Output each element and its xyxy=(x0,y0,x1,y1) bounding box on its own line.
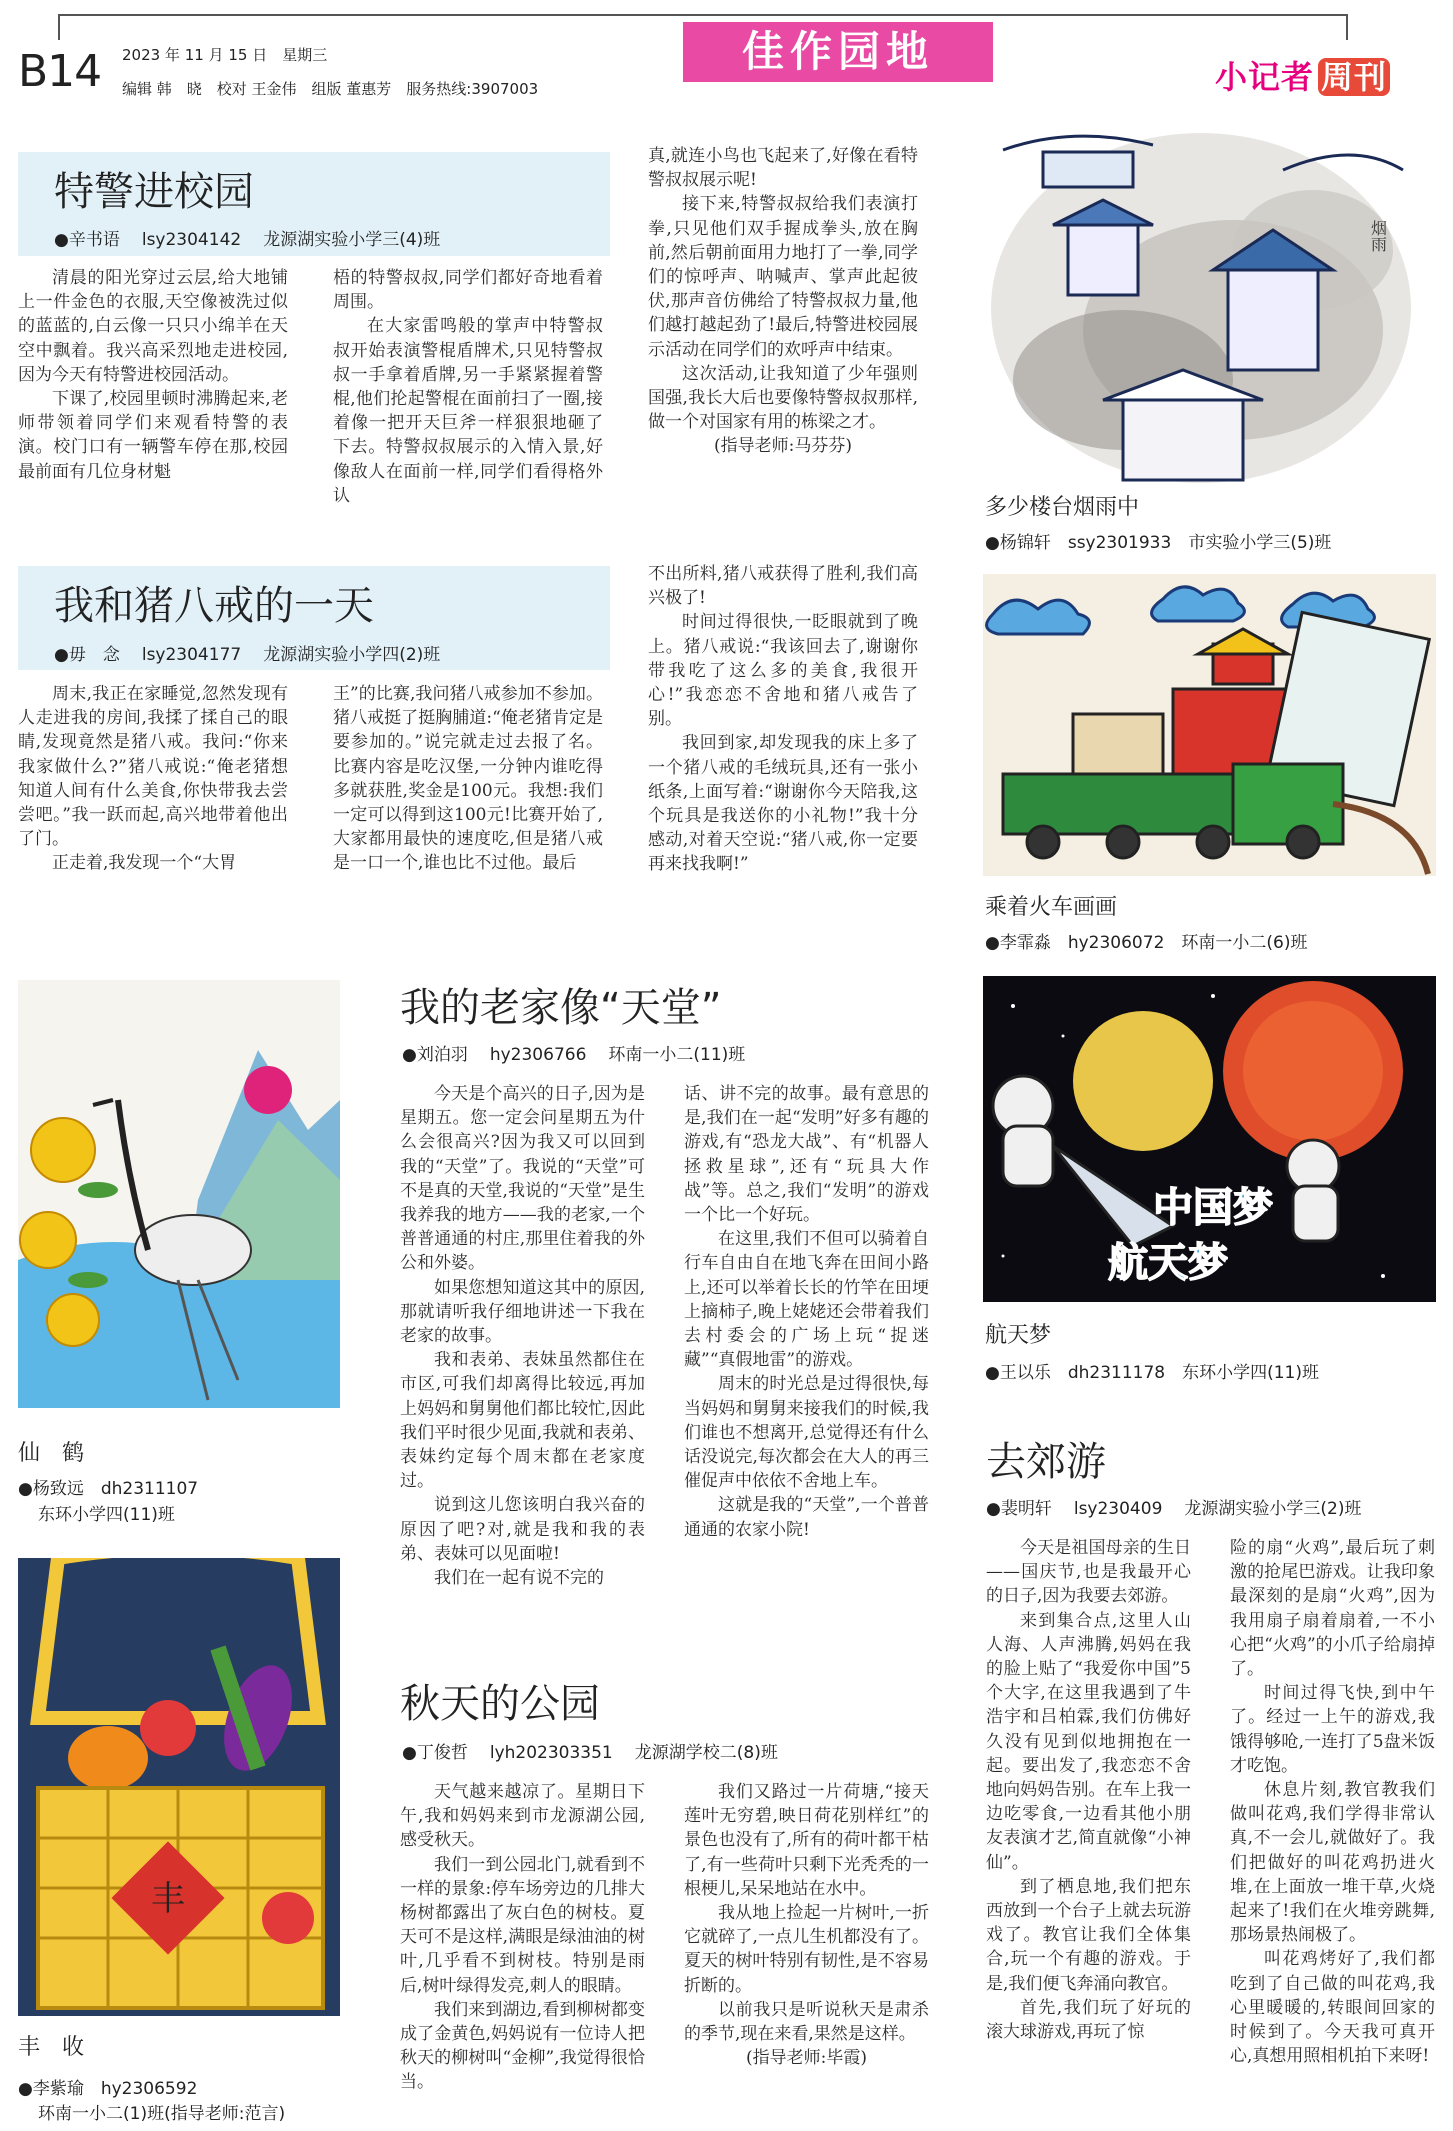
paragraph: 首先,我们玩了好玩的滚大球游戏,再玩了惊 xyxy=(986,1997,1191,2043)
byline-school: 龙源湖实验小学三(4)班 xyxy=(263,230,441,250)
byline-id: lsy230409 xyxy=(1073,1499,1163,1519)
artwork-byline: ●杨致远 dh2311107 xyxy=(18,1479,199,1499)
byline-id: hy2306766 xyxy=(489,1045,587,1065)
article-column xyxy=(400,1082,645,1590)
paragraph: 我们在一起有说不完的 xyxy=(434,1568,604,1589)
paragraph: 下课了,校园里顿时沸腾起来,老师带领着同学们来观看特警的表演。校门口有一辆警车停在那,校园最前面有几位身材魁 xyxy=(18,389,288,482)
artwork-byline: ●李紫瑜 hy2306592 xyxy=(18,2079,198,2099)
paragraph: 周末,我正在家睡觉,忽然发现有人走进我的房间,我揉了揉自己的眼睛,发现竟然是猪八戒。我问:“你来我家做什么?”猪八戒说:“俺老猪想知道人间有什么美食,你快带我去尝尝吧。”我一跃而起,高兴地带着他出了门。 xyxy=(18,684,288,850)
paragraph: 周末的时光总是过得很快,每当妈妈和舅舅来接我们的时候,我们谁也不想离开,总觉得还有什么话没说完,每次都会在大人的再三催促声中依依不舍地上车。 xyxy=(684,1374,929,1492)
byline-id: lsy2304142 xyxy=(141,230,242,250)
artwork-title: 航天梦 xyxy=(985,1323,1052,1348)
artwork-fengshou xyxy=(18,1558,340,2016)
article-column xyxy=(18,266,288,484)
byline-author: ●辛书语 xyxy=(54,230,120,250)
byline-id: lyh202303351 xyxy=(489,1743,613,1763)
article-column xyxy=(18,682,288,876)
masthead-logo xyxy=(1215,52,1435,96)
paragraph: 如果您想知道这其中的原因,那就请听我仔细地讲述一下我在老家的故事。 xyxy=(400,1277,645,1347)
article-title: 我和猪八戒的一天 xyxy=(54,583,374,629)
paragraph: 在大家雷鸣般的掌声中特警叔叔开始表演警棍盾牌术,只见特警叔叔一手拿着盾牌,另一手紧紧握着警棍,他们抡起警棍在面前扫了一圈,接着像一把开天巨斧一样狠狠地砸了下去。特警叔叔展示的入情入景,好像敌人在面前一样,同学们看得格外认 xyxy=(333,316,603,506)
article-title: 秋天的公园 xyxy=(400,1681,600,1727)
paragraph: 时间过得很快,一眨眼就到了晚上。猪八戒说:“我该回去了,谢谢你带我吃了这么多的美食,我很开心!”我恋恋不舍地和猪八戒告了别。 xyxy=(648,612,918,730)
article-column xyxy=(684,1780,929,2070)
paragraph: 今天是个高兴的日子,因为是星期五。您一定会问星期五为什么会很高兴?因为我又可以回到我的“天堂”了。我说的“天堂”可不是真的天堂,我说的“天堂”是生我养我的地方——我的老家,一个普普通通的村庄,那里住着我的外公和外婆。 xyxy=(400,1084,645,1274)
paragraph: 到了栖息地,我们把东西放到一个台子上就去玩游戏了。教官让我们全体集合,玩一个有趣的游戏。于是,我们便飞奔涌向教官。 xyxy=(986,1876,1191,1994)
svg-text:丰: 丰 xyxy=(151,1879,185,1919)
paragraph: 天气越来越凉了。星期日下午,我和妈妈来到市龙源湖公园,感受秋天。 xyxy=(400,1782,645,1851)
article-title: 去郊游 xyxy=(986,1439,1106,1485)
paragraph: 我们来到湖边,看到柳树都变成了金黄色,妈妈说有一位诗人把秋天的柳树叫“金柳”,我觉得很恰当。 xyxy=(400,1999,645,2093)
artwork-inner-text: 中国梦 xyxy=(1153,1185,1273,1231)
paragraph: 来到集合点,这里人山人海、人声沸腾,妈妈在我的脸上贴了“我爱你中国”5个大字,在这里我遇到了牛浩宇和吕柏霖,我们仿佛好久没有见到似地拥抱在一起。要出发了,我恋恋不舍地向妈妈告别。在车上我一边吃零食,一边看其他小朋友表演才艺,简直就像“小神仙”。 xyxy=(986,1610,1191,1873)
paragraph: 我们一到公园北门,就看到不一样的景象:停车场旁边的几排大杨树都露出了灰白色的树枝。夏天可不是这样,满眼是绿油油的树叶,几乎看不到树枝。特别是雨后,树叶绿得发亮,刺人的眼睛。 xyxy=(400,1854,645,1996)
paragraph: 王”的比赛,我问猪八戒参加不参加。猪八戒挺了挺胸脯道:“俺老猪肯定是要参加的。”说完就走过去报了名。比赛内容是吃汉堡,一分钟内谁吃得多就获胜,奖金是100元。我想:我们一定可以得到这100元!比赛开始了,大家都用最快的速度吃,但是猪八戒是一口一个,谁也比不过他。最后 xyxy=(333,684,603,874)
paragraph: 我和表弟、表妹虽然都住在市区,可我们却离得比较远,再加上妈妈和舅舅他们都比较忙,因此我们平时很少见面,我就和表弟、表妹约定每个周末都在老家度过。 xyxy=(400,1350,645,1492)
article-column xyxy=(684,1082,929,1542)
paragraph: 我回到家,却发现我的床上多了一个猪八戒的毛绒玩具,还有一张小纸条,上面写着:“谢谢你今天陪我,这个玩具是我送你的小礼物!”我十分感动,对着天空说:“猪八戒,你一定要再来找我啊!” xyxy=(648,733,918,875)
byline-school: 龙源湖实验小学四(2)班 xyxy=(263,645,441,665)
paragraph: 时间过得飞快,到中午了。经过一上午的游戏,我饿得够呛,一连打了5盘米饭才吃饱。 xyxy=(1230,1683,1435,1776)
artwork-byline: ●王以乐 dh2311178 东环小学四(11)班 xyxy=(985,1363,1320,1383)
artwork-huoche xyxy=(983,574,1436,876)
article-title: 我的老家像“天堂” xyxy=(400,985,722,1031)
article-byline xyxy=(986,1494,1383,1519)
artwork-title: 仙 鹤 xyxy=(18,1441,85,1466)
artwork-louta xyxy=(983,130,1420,485)
byline-school: 龙源湖学校二(8)班 xyxy=(634,1743,778,1763)
top-rule-left xyxy=(58,14,60,40)
byline-id: lsy2304177 xyxy=(141,645,242,665)
article-byline xyxy=(54,640,462,665)
staff-line: 编辑 韩 晓 校对 王金伟 组版 董惠芳 服务热线:3907003 xyxy=(122,80,539,98)
section-title: 佳作园地 xyxy=(683,22,993,82)
paragraph: 我们又路过一片荷塘,“接天莲叶无穷碧,映日荷花别样红”的景色也没有了,所有的荷叶都干枯了,有一些荷叶只剩下光秃秃的一根梗儿,呆呆地站在水中。 xyxy=(684,1782,929,1899)
article-column xyxy=(333,682,603,876)
teacher-credit: (指导老师:马芬芬) xyxy=(714,436,852,457)
artwork-byline: ●杨锦轩 ssy2301933 市实验小学三(5)班 xyxy=(985,533,1332,553)
page-number: B14 xyxy=(18,46,102,97)
top-rule-right xyxy=(1346,14,1348,40)
article-title: 特警进校园 xyxy=(54,169,254,215)
article-column xyxy=(1230,1536,1435,2068)
article-column xyxy=(400,1780,645,2095)
paragraph: 在这里,我们不但可以骑着自行车自由自在地飞奔在田间小路上,还可以举着长长的竹竿在田埂上摘柿子,晚上姥姥还会带着我们去村委会的广场上玩“捉迷藏”“真假地雷”的游戏。 xyxy=(684,1229,929,1371)
paragraph: 叫花鸡烤好了,我们都吃到了自己做的叫花鸡,我心里暖暖的,转眼间回家的时候到了。今天我可真开心,真想用照相机拍下来呀! xyxy=(1230,1949,1435,2067)
paragraph: 这就是我的“天堂”,一个普普通通的农家小院! xyxy=(684,1495,929,1540)
teacher-credit: (指导老师:毕霞) xyxy=(746,2048,867,2069)
paragraph: 休息片刻,教官教我们做叫花鸡,我们学得非常认真,不一会儿,就做好了。我们把做好的叫花鸡扔进火堆,在上面放一堆干草,火烧起来了!我们在火堆旁跳舞,那场景热闹极了。 xyxy=(1230,1780,1435,1946)
paragraph: 不出所料,猪八戒获得了胜利,我们高兴极了! xyxy=(648,564,918,609)
paragraph: 今天是祖国母亲的生日——国庆节,也是我最开心的日子,因为我要去郊游。 xyxy=(986,1538,1191,1607)
artwork-byline: 环南一小二(1)班(指导老师:范言) xyxy=(38,2104,286,2124)
article-byline xyxy=(54,225,462,250)
artwork-hangtian xyxy=(983,976,1436,1302)
byline-school: 环南一小二(11)班 xyxy=(608,1045,746,1065)
paragraph: 清晨的阳光穿过云层,给大地铺上一件金色的衣服,天空像被洗过似的蓝蓝的,白云像一只只小绵羊在天空中飘着。我兴高采烈地走进校园,因为今天有特警进校园活动。 xyxy=(18,268,288,385)
artwork-byline: ●李霏淼 hy2306072 环南一小二(6)班 xyxy=(985,933,1308,953)
paragraph: 接下来,特警叔叔给我们表演打拳,只见他们双手握成拳头,放在胸前,然后朝前面用力地打了一拳,同学们的惊呼声、呐喊声、掌声此起彼伏,那声音仿佛给了特警叔叔力量,他们越打越起劲了!最后,特警进校园展示活动在同学们的欢呼声中结束。 xyxy=(648,194,918,360)
artwork-byline: 东环小学四(11)班 xyxy=(38,1505,175,1525)
artwork-title: 乘着火车画画 xyxy=(985,895,1118,920)
paragraph: 这次活动,让我知道了少年强则国强,我长大后也要像特警叔叔那样,做一个对国家有用的栋梁之才。 xyxy=(648,363,918,433)
article-byline xyxy=(402,1738,800,1763)
byline-author: ●裴明轩 xyxy=(986,1499,1052,1519)
paragraph: 我从地上捡起一片树叶,一折它就碎了,一点儿生机都没有了。夏天的树叶特别有韧性,是不容易折断的。 xyxy=(684,1903,929,1996)
date-line: 2023 年 11 月 15 日 星期三 xyxy=(122,46,328,64)
paragraph: 梧的特警叔叔,同学们都好奇地看着周围。 xyxy=(333,268,603,313)
top-rule xyxy=(58,14,1348,16)
artwork-xianhe xyxy=(18,980,340,1408)
paragraph: 险的扇“火鸡”,最后玩了刺激的抢尾巴游戏。让我印象最深刻的是扇“火鸡”,因为我用扇子扇着扇着,一不小心把“火鸡”的小爪子给扇掉了。 xyxy=(1230,1538,1435,1680)
paragraph: 话、讲不完的故事。最有意思的是,我们在一起“发明”好多有趣的游戏,有“恐龙大战”、有“机器人拯救星球”,还有“玩具大作战”等。总之,我们“发明”的游戏一个比一个好玩。 xyxy=(684,1084,929,1226)
paragraph: 以前我只是听说秋天是肃杀的季节,现在来看,果然是这样。 xyxy=(684,1999,929,2045)
article-column xyxy=(648,144,918,459)
byline-author: ●刘泊羽 xyxy=(402,1045,468,1065)
byline-author: ●毋 念 xyxy=(54,645,120,665)
article-column xyxy=(333,266,603,508)
article-column xyxy=(986,1536,1191,2044)
paragraph: 真,就连小鸟也飞起来了,好像在看特警叔叔展示呢! xyxy=(648,146,918,191)
article-byline xyxy=(402,1040,767,1065)
masthead-part1: 小记者 xyxy=(1215,58,1315,96)
paragraph: 说到这儿您该明白我兴奋的原因了吧?对,就是我和我的表弟、表妹可以见面啦! xyxy=(400,1495,645,1564)
masthead-part2: 周刊 xyxy=(1318,58,1390,96)
byline-author: ●丁俊哲 xyxy=(402,1743,468,1763)
paragraph: 正走着,我发现一个“大胃 xyxy=(52,853,237,874)
svg-text:烟雨: 烟雨 xyxy=(1368,220,1388,252)
article-column xyxy=(648,562,918,877)
artwork-title: 丰 收 xyxy=(18,2035,85,2060)
byline-school: 龙源湖实验小学三(2)班 xyxy=(1184,1499,1362,1519)
artwork-inner-text: 航天梦 xyxy=(1108,1240,1228,1286)
artwork-title: 多少楼台烟雨中 xyxy=(985,495,1140,520)
